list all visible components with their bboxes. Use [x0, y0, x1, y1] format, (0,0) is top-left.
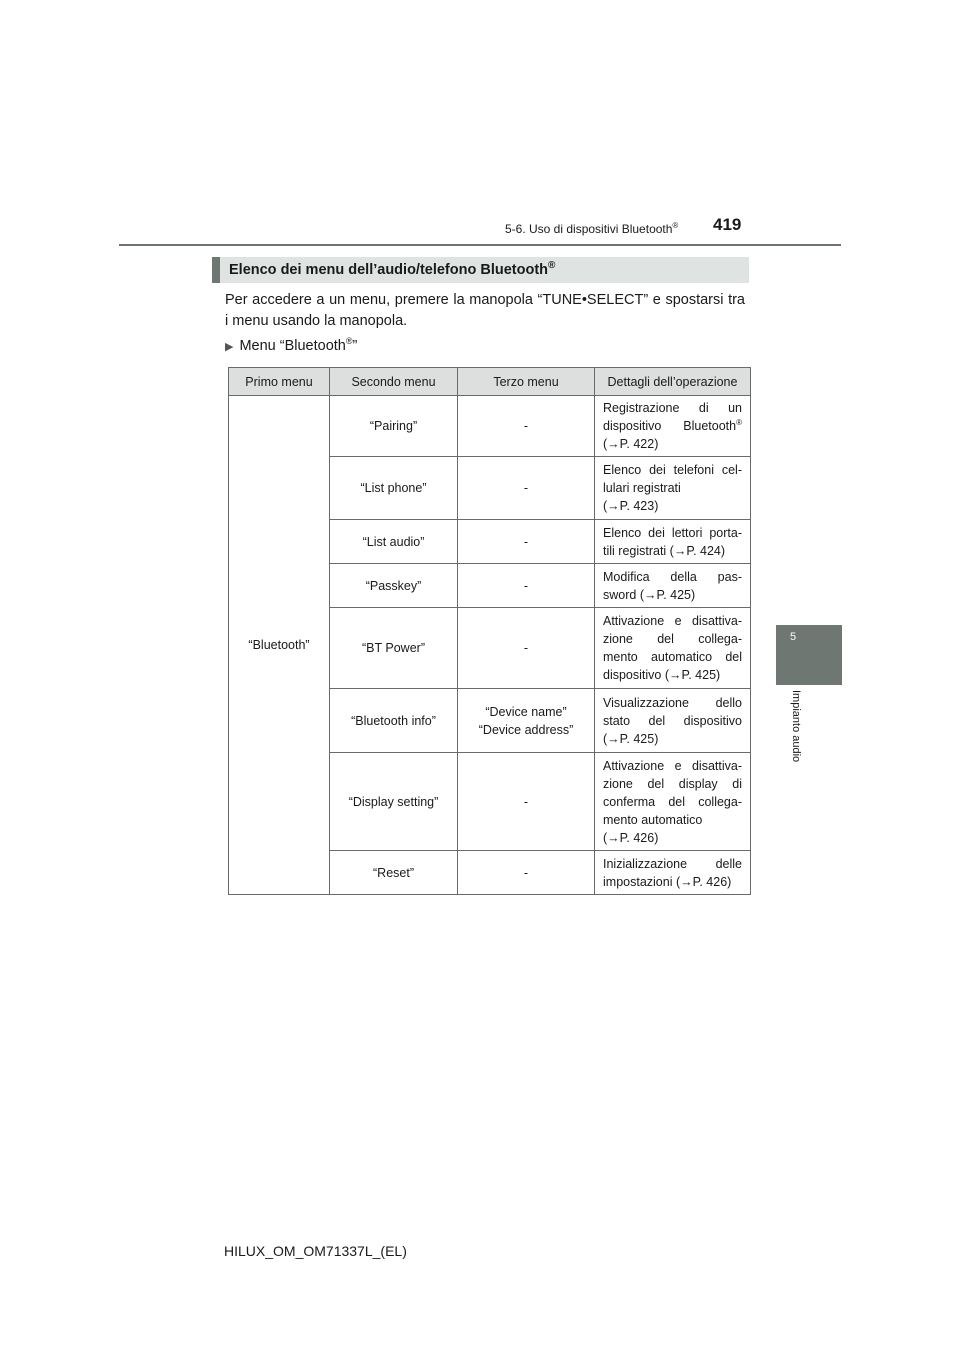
details-cell: Inizializzazione delle impostazioni (→P. 426): [595, 851, 751, 895]
second-menu-cell: “Passkey”: [330, 564, 458, 608]
table-row: [229, 396, 751, 457]
section-heading: Elenco dei menu dell’audio/telefono Bluetooth®: [212, 257, 749, 283]
running-header-section: 5-6. Uso di dispositivi Bluetooth®: [505, 221, 679, 236]
details-cell: Attivazione e disattiva- zione del collega- mento automatico del dispositivo (→P. 425): [595, 608, 751, 689]
details-cell: Elenco dei telefoni cel- lulari registrati (→P. 423): [595, 457, 751, 520]
second-menu-cell: “Reset”: [330, 851, 458, 895]
chapter-tab-number: 5: [789, 631, 797, 643]
page-number: 419: [713, 215, 742, 234]
column-header: Secondo menu: [330, 368, 458, 396]
second-menu-cell: “List audio”: [330, 520, 458, 564]
second-menu-cell: “Display setting”: [330, 753, 458, 851]
column-header: Primo menu: [229, 368, 330, 396]
second-menu-cell: “Pairing”: [330, 396, 458, 457]
second-menu-cell: “Bluetooth info”: [330, 689, 458, 753]
column-header: Terzo menu: [458, 368, 595, 396]
second-menu-cell: “List phone”: [330, 457, 458, 520]
details-cell: Attivazione e disattiva- zione del display di conferma del collega- mento automatico (→P. 426): [595, 753, 751, 851]
third-menu-cell: -: [458, 520, 595, 564]
details-cell: Registrazione di un dispositivo Bluetooth® (→P. 422): [595, 396, 751, 457]
chapter-tab-label: Impianto audio: [790, 690, 802, 763]
third-menu-cell: -: [458, 753, 595, 851]
second-menu-cell: “BT Power”: [330, 608, 458, 689]
third-menu-cell: -: [458, 457, 595, 520]
column-header: Dettagli dell’operazione: [595, 368, 751, 396]
header-rule: [119, 244, 841, 246]
bluetooth-menu-table: [228, 367, 751, 895]
details-cell: Modifica della pas- sword (→P. 425): [595, 564, 751, 608]
triangle-bullet-icon: ▶: [225, 340, 234, 353]
table-header-row: [229, 368, 751, 396]
third-menu-cell: -: [458, 608, 595, 689]
document-code-footer: HILUX_OM_OM71337L_(EL): [224, 1243, 407, 1259]
submenu-title: ▶ Menu “Bluetooth®”: [225, 336, 358, 354]
intro-paragraph: Per accedere a un menu, premere la manopola “TUNE•SELECT” e spostarsi tra i menu usando la manopola.: [225, 292, 745, 329]
details-cell: Elenco dei lettori porta- tili registrati (→P. 424): [595, 520, 751, 564]
third-menu-cell: -: [458, 564, 595, 608]
first-menu-cell: “Bluetooth”: [229, 396, 330, 895]
third-menu-cell: -: [458, 396, 595, 457]
third-menu-cell: -: [458, 851, 595, 895]
details-cell: Visualizzazione dello stato del dispositivo (→P. 425): [595, 689, 751, 753]
third-menu-cell: “Device name” “Device address”: [458, 689, 595, 753]
